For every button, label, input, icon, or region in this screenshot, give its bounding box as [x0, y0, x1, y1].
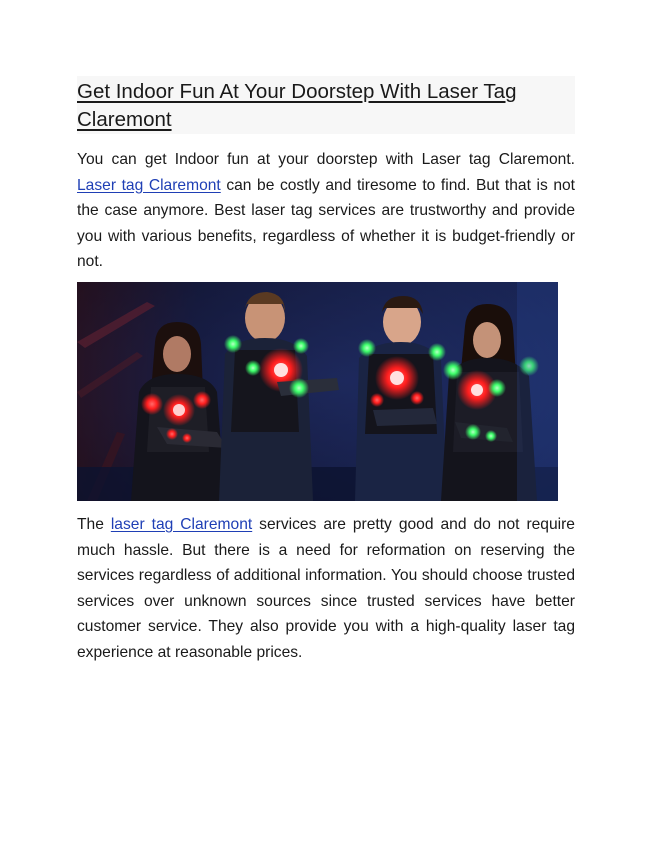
- services-text-after-link: services are pretty good and do not require much hassle. But there is a need for reformation on reserving the services regardless of additional information. You should choose trusted services over unknown sources since trusted services have better customer service. They also provide you with a high-quality laser tag experience at reasonable prices.: [77, 516, 575, 661]
- title-band: [77, 76, 575, 134]
- laser-tag-claremont-link[interactable]: Laser tag Claremont: [77, 176, 221, 194]
- intro-text-after-link: can be costly and tiresome to find. But that is not the case anymore. Best laser tag services are trustworthy and provide you with various benefits, regardless of whether it is budget-friendly or not.: [77, 176, 576, 270]
- laser-tag-claremont-link-2[interactable]: laser tag Claremont: [110, 516, 253, 533]
- laser-tag-players-photo: [77, 282, 558, 501]
- services-paragraph: [77, 512, 575, 665]
- intro-text-before-link: You can get Indoor fun at your doorstep with Laser tag Claremont.: [77, 151, 575, 168]
- intro-paragraph: [77, 147, 575, 275]
- page-title: Get Indoor Fun At Your Doorstep With Laser Tag Claremont: [77, 80, 517, 131]
- photo-illustration: [77, 282, 558, 501]
- services-text-before-link: The: [77, 516, 111, 533]
